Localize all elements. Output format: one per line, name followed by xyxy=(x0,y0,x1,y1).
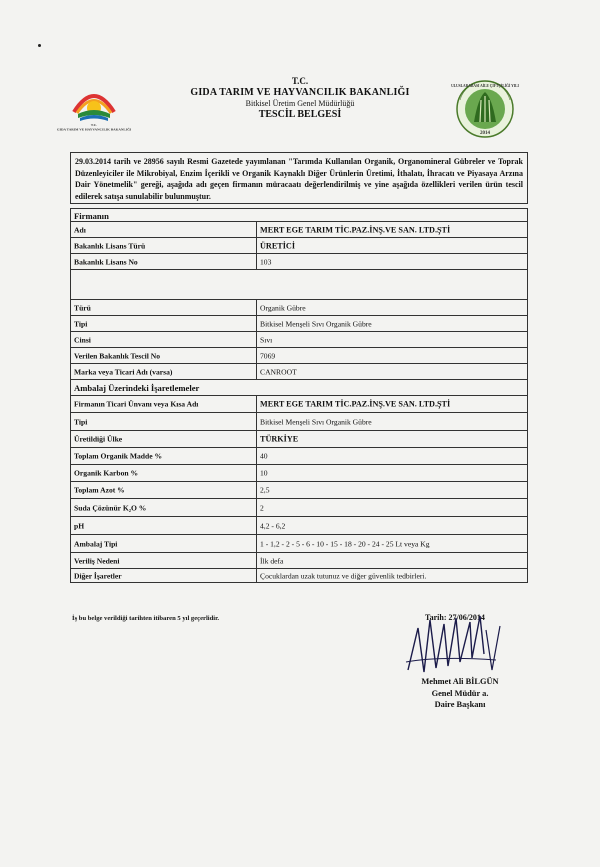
table-row xyxy=(70,221,528,237)
column-divider xyxy=(256,535,257,552)
table-row xyxy=(70,464,528,481)
row-value: Bitkisel Menşeli Sıvı Organik Gübre xyxy=(260,417,372,426)
table-row xyxy=(70,430,528,447)
svg-text:GIDA TARIM VE HAYVANCILIK BAKA: GIDA TARIM VE HAYVANCILIK BAKANLIĞI xyxy=(56,127,132,132)
column-divider xyxy=(256,517,257,534)
ministry-name: GIDA TARIM VE HAYVANCILIK BAKANLIĞI xyxy=(190,87,410,98)
table-row xyxy=(70,269,528,299)
row-value: 103 xyxy=(260,257,272,266)
signatory-title-2: Daire Başkanı xyxy=(434,700,486,709)
column-divider xyxy=(256,465,257,481)
row-value: 1 - 1,2 - 2 - 5 - 6 - 10 - 15 - 18 - 20 - 24 - 25 Lt veya Kg xyxy=(260,539,430,548)
column-divider xyxy=(256,316,257,331)
row-value: CANROOT xyxy=(260,367,297,376)
row-value: 2,5 xyxy=(260,485,270,495)
row-label: Tipi xyxy=(74,417,88,426)
column-divider xyxy=(256,332,257,347)
row-label: Firmanın xyxy=(74,210,109,221)
column-divider xyxy=(256,413,257,430)
column-divider xyxy=(256,499,257,516)
intro-paragraph: 29.03.2014 tarih ve 28956 sayılı Resmi Gazetede yayımlanan "Tarımda Kullanılan Organik, Organomineral Gübreler ve Toprak Düzenleyiciler ile Mikrobiyal, Enzim İçerikli ve Organik Kaynaklı Diğer Ürünlerin Üretimi, İthalatı, İhracatı ve Piyasaya Arzına Dair Yönetmelik" gereği, aşağıda adı geçen firmanın müracaatı değerlendirilmiş ve yine aşağıda özellikleri verilen ürün tescil edilerek satışa sunulabilir bulunmuştur. xyxy=(70,152,528,204)
row-value: ÜRETİCİ xyxy=(260,241,296,250)
svg-text:ULUSLARARASI AİLE ÇİFTÇİLİĞİ Y: ULUSLARARASI AİLE ÇİFTÇİLİĞİ YILI xyxy=(451,84,519,88)
document-header xyxy=(0,76,600,121)
row-label: Toplam Azot % xyxy=(74,485,125,495)
row-value: 10 xyxy=(260,468,268,478)
row-label: Bakanlık Lisans No xyxy=(74,257,138,266)
row-value: 7069 xyxy=(260,351,276,360)
row-value: Bitkisel Menşeli Sıvı Organik Gübre xyxy=(260,319,372,328)
row-value: 4,2 - 6,2 xyxy=(260,521,286,530)
table-row xyxy=(70,208,528,222)
row-label: Üretildiği Ülke xyxy=(74,434,123,444)
row-value: Sıvı xyxy=(260,335,273,344)
row-value: Çocuklardan uzak tutunuz ve diğer güvenlik tedbirleri. xyxy=(260,571,427,580)
column-divider xyxy=(256,238,257,253)
ministry-abbr: T.C. xyxy=(291,76,309,86)
row-value: Organik Gübre xyxy=(260,303,306,312)
column-divider xyxy=(256,300,257,315)
table-row xyxy=(70,379,528,395)
table-row xyxy=(70,516,528,534)
row-label: Cinsi xyxy=(74,335,91,344)
table-row xyxy=(70,363,528,379)
row-label: Firmanın Ticari Ünvanı veya Kısa Adı xyxy=(74,399,199,409)
signatory-title-1: Genel Müdür a. xyxy=(431,688,489,698)
table-row xyxy=(70,498,528,516)
table-row xyxy=(70,237,528,253)
row-label: Veriliş Nedeni xyxy=(74,556,120,565)
row-label: Ambalaj Tipi xyxy=(74,539,118,548)
issue-date: Tarih: 27/06/2014 xyxy=(425,613,485,622)
column-divider xyxy=(256,569,257,582)
column-divider xyxy=(256,348,257,363)
row-label: Organik Karbon % xyxy=(74,468,139,478)
table-row xyxy=(70,481,528,498)
scan-speck xyxy=(38,44,41,47)
document-title: TESCİL BELGESİ xyxy=(258,109,342,120)
row-value: MERT EGE TARIM TİC.PAZ.İNŞ.VE SAN. LTD.ŞTİ xyxy=(260,399,451,409)
row-value: 2 xyxy=(260,503,264,512)
row-label: Ambalaj Üzerindeki İşaretlemeler xyxy=(74,382,200,393)
table-row xyxy=(70,253,528,269)
row-label: Marka veya Ticari Adı (varsa) xyxy=(74,367,173,376)
row-value: 40 xyxy=(260,451,268,461)
column-divider xyxy=(256,553,257,568)
column-divider xyxy=(256,448,257,464)
row-label: Verilen Bakanlık Tescil No xyxy=(74,351,161,360)
table-row xyxy=(70,331,528,347)
column-divider xyxy=(256,364,257,379)
column-divider xyxy=(256,431,257,447)
table-row xyxy=(70,315,528,331)
row-label: Türü xyxy=(74,303,91,312)
signatory xyxy=(400,676,520,711)
svg-text:2014: 2014 xyxy=(480,131,490,136)
row-value: İlk defa xyxy=(260,556,284,565)
table-row xyxy=(70,412,528,430)
row-label: Adı xyxy=(74,225,86,234)
signatory-name: Mehmet Ali BİLGÜN xyxy=(421,677,499,686)
table-row xyxy=(70,552,528,568)
svg-text:T.C.: T.C. xyxy=(90,123,98,127)
table-row xyxy=(70,534,528,552)
validity-footnote: İş bu belge verildiği tarihten itibaren 5 yıl geçerlidir. xyxy=(72,615,220,622)
row-label: Bakanlık Lisans Türü xyxy=(74,241,146,250)
row-label: pH xyxy=(74,521,85,530)
column-divider xyxy=(256,222,257,237)
row-label: Suda Çözünür K₂O % xyxy=(74,503,147,512)
table-row xyxy=(70,299,528,315)
table-row xyxy=(70,395,528,412)
table-row xyxy=(70,568,528,583)
row-label: Tipi xyxy=(74,319,88,328)
row-value: MERT EGE TARIM TİC.PAZ.İNŞ.VE SAN. LTD.ŞTİ xyxy=(260,225,451,234)
directorate-name: Bitkisel Üretim Genel Müdürlüğü xyxy=(245,99,355,108)
table-row xyxy=(70,347,528,363)
column-divider xyxy=(256,396,257,412)
row-label: Diğer İşaretler xyxy=(74,571,122,580)
row-label: Toplam Organik Madde % xyxy=(74,451,163,461)
column-divider xyxy=(256,482,257,498)
row-value: TÜRKİYE xyxy=(260,434,299,444)
column-divider xyxy=(256,254,257,269)
table-row xyxy=(70,447,528,464)
